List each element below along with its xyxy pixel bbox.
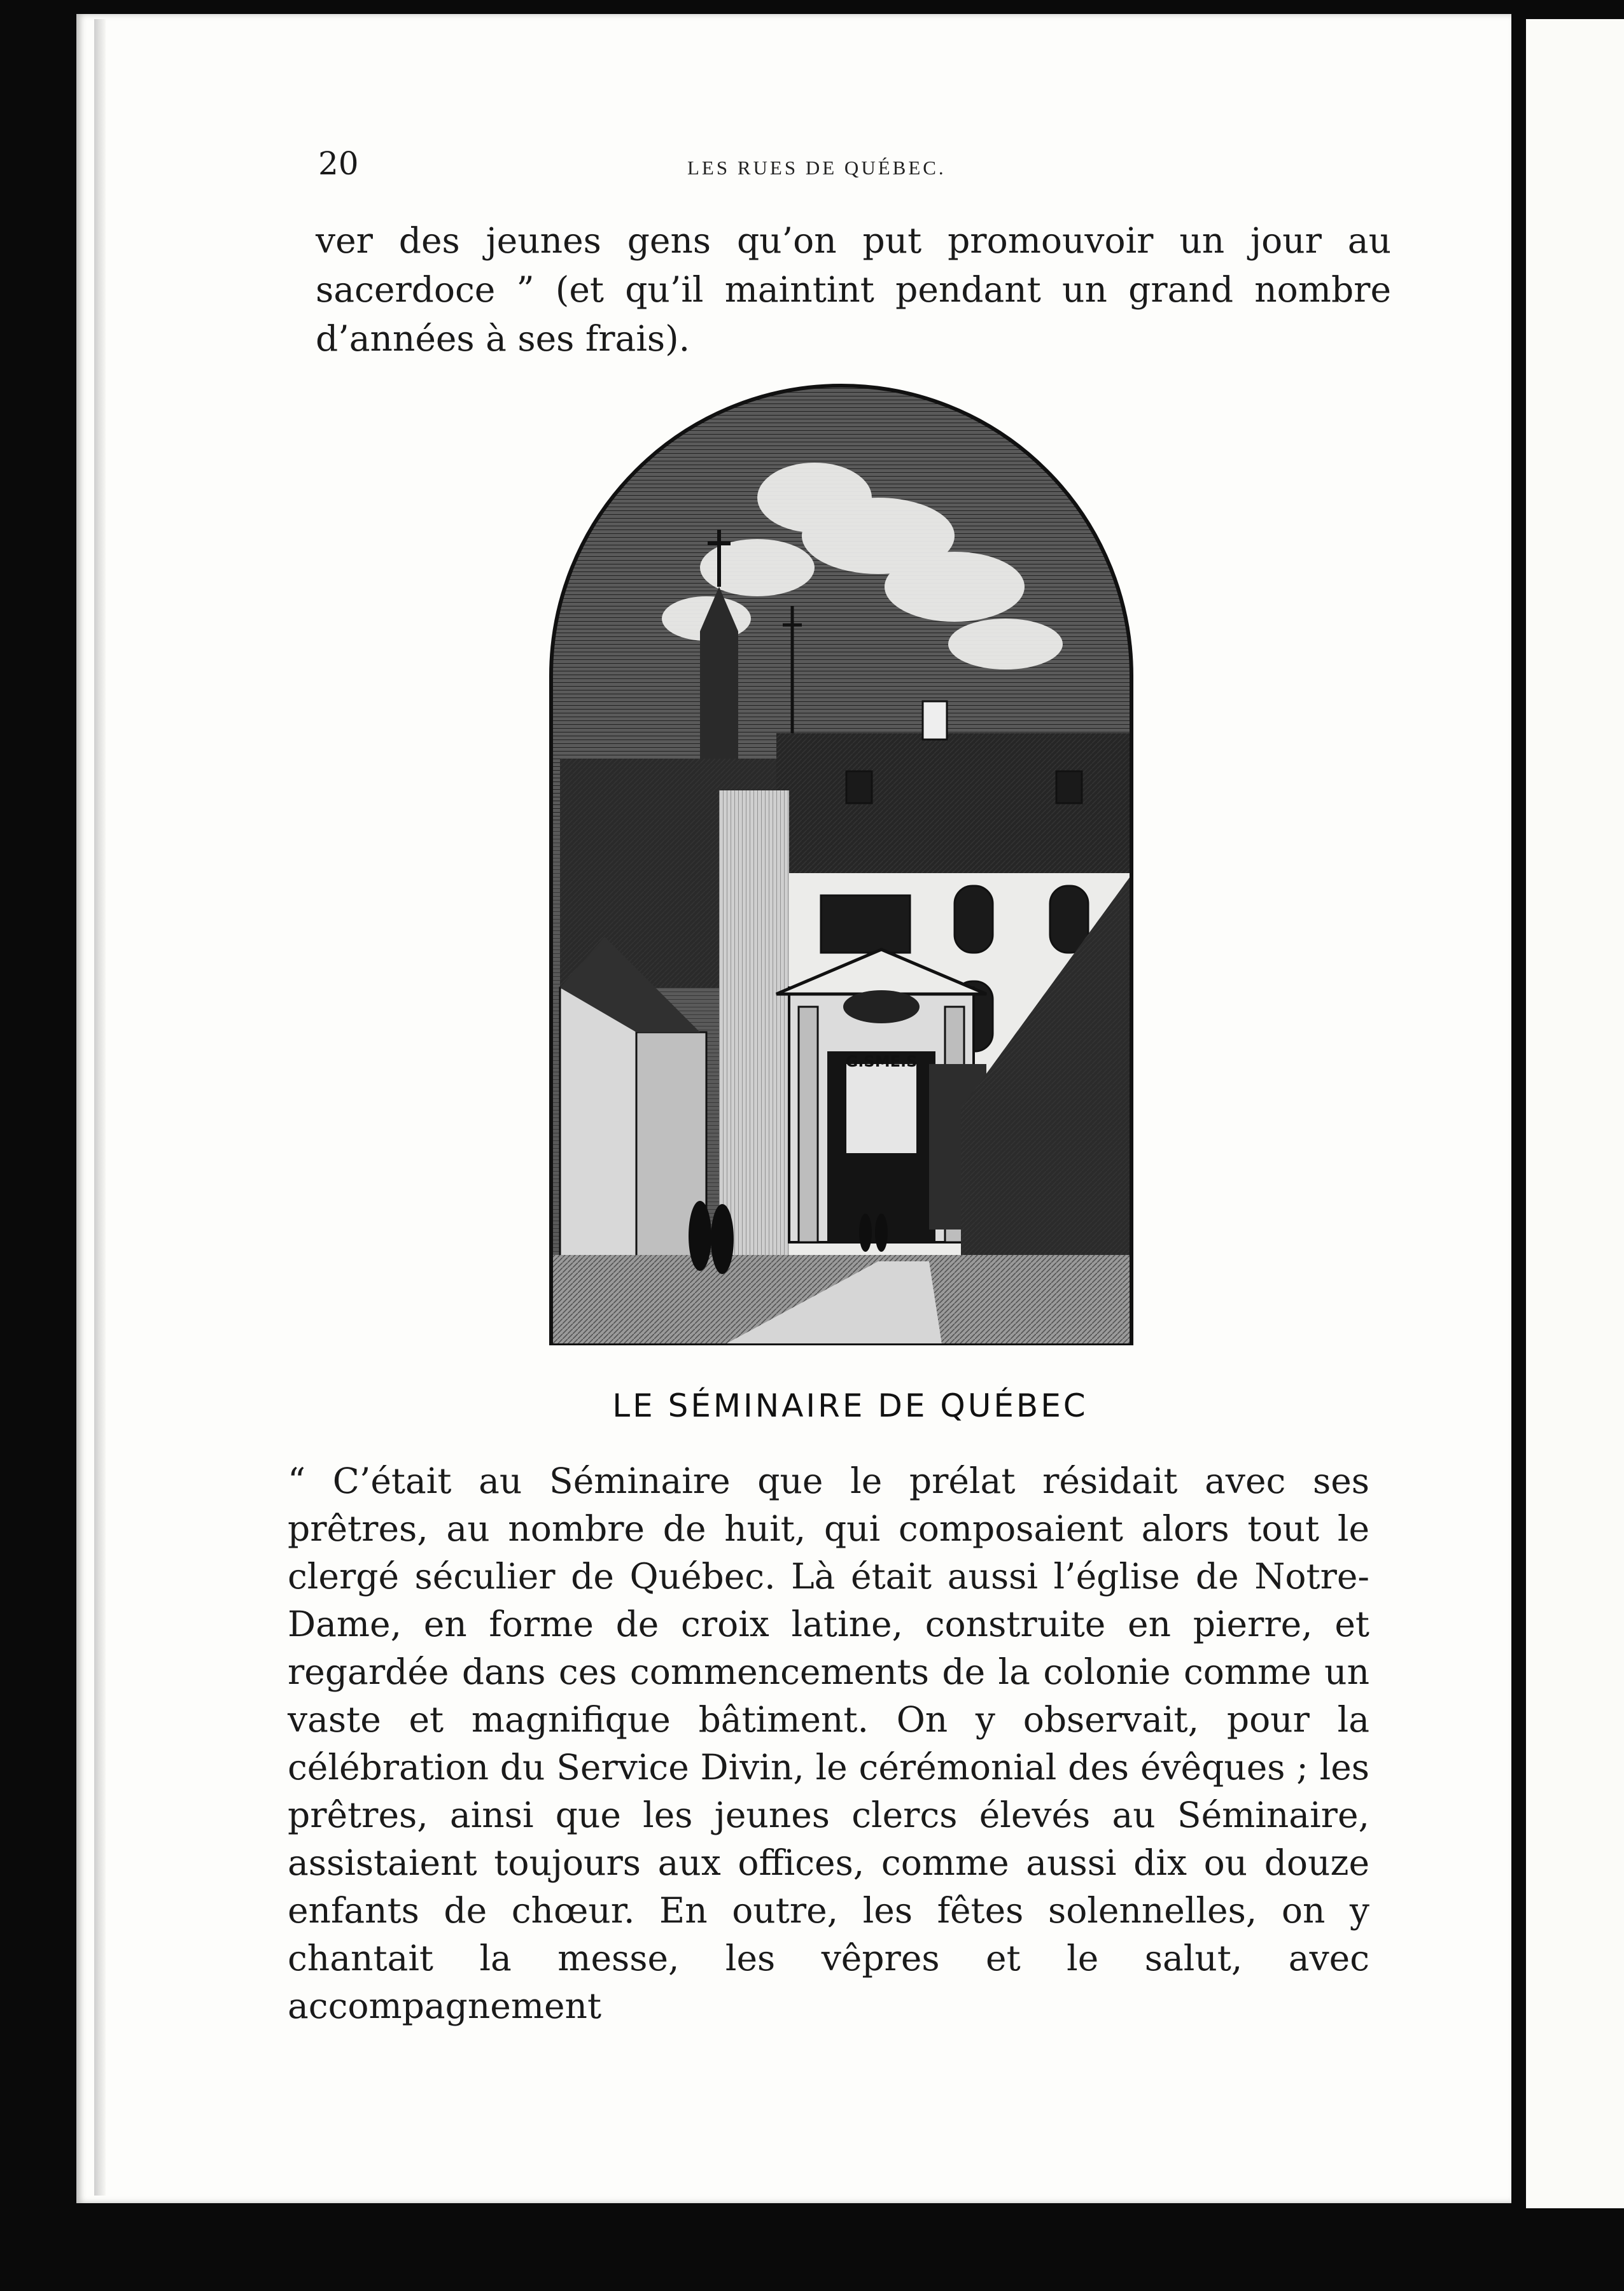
page-gutter bbox=[94, 19, 106, 2196]
paragraph-top: ver des jeunes gens qu’on put promouvoir un jour au sacerdoce ” (et qu’il maintint pendant un grand nombre d’années à ses frais). bbox=[316, 220, 1391, 359]
page-header bbox=[318, 145, 1389, 183]
page-number: 20 bbox=[318, 145, 359, 182]
seminary-sign: G.SME.S bbox=[845, 1053, 918, 1070]
figure-caption: LE SÉMINAIRE DE QUÉBEC bbox=[612, 1387, 1088, 1424]
seminary-engraving bbox=[547, 377, 1135, 1345]
next-page-edge bbox=[1526, 19, 1624, 2208]
running-head: LES RUES DE QUÉBEC. bbox=[687, 157, 946, 179]
paragraph-main: “ C’était au Séminaire que le prélat résidait avec ses prêtres, au nombre de huit, qui composaient alors tout le clergé séculier de Québec. Là était aussi l’église de Notre-Dame, en forme de croix latine, construite en pierre, et regardée dans ces commencements de la colonie comme un vaste et magnifique bâtiment. On y observait, pour la célébration du Service Divin, le cérémonial des évêques ; les prêtres, ainsi que les jeunes clercs élevés au Séminaire, assistaient toujours aux offices, comme aussi dix ou douze enfants de chœur. En outre, les fêtes solennelles, on y chantait la messe, les vêpres et le salut, avec accompagnement bbox=[288, 1461, 1369, 2026]
